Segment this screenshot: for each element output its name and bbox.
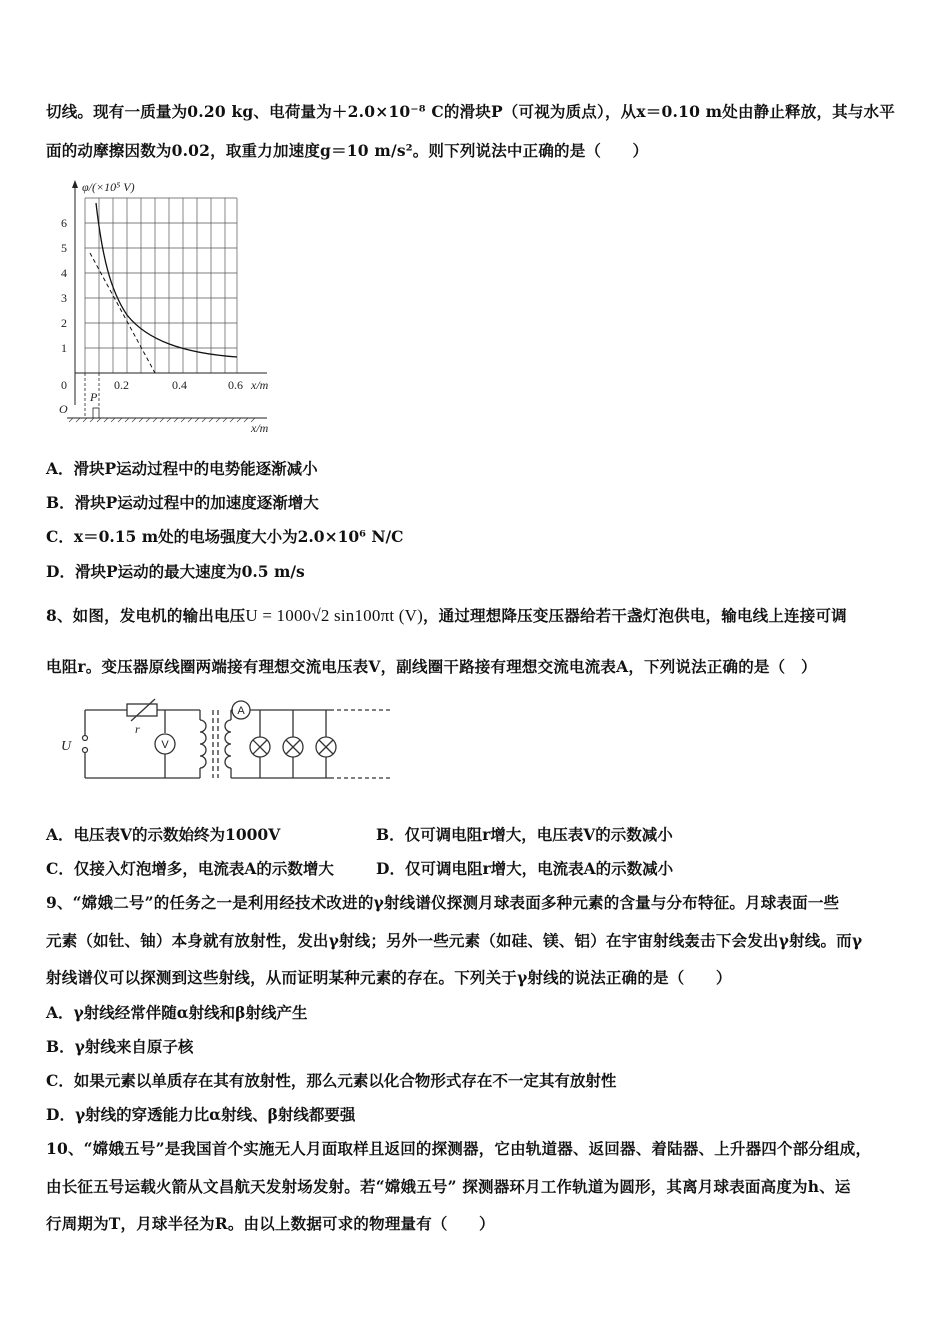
q9-line1: 9、“嫦娥二号”的任务之一是利用经技术改进的γ射线谱仪探测月球表面多种元素的含量与分布特征。月球表面一些	[46, 893, 840, 912]
x-tick-0.2: 0.2	[114, 378, 129, 392]
potential-curve	[96, 203, 237, 357]
q9-option-a: A．γ射线经常伴随α射线和β射线产生	[46, 1003, 308, 1022]
source-label: U	[61, 739, 72, 754]
q10-line2: 由长征五号运载火箭从文昌航天发射场发射。若“嫦娥五号” 探测器环月工作轨道为圆形，其离月球表面高度为h、运	[46, 1177, 851, 1196]
q10-line1: 10、“嫦娥五号”是我国首个实施无人月面取样且返回的探测器，它由轨道器、返回器、着陆器、上升器四个部分组成，	[46, 1139, 872, 1158]
origin-zero: 0	[61, 378, 67, 392]
q7-option-c: C．x＝0.15 m处的电场强度大小为2.0×10⁶ N/C	[46, 527, 404, 546]
y-tick-6: 6	[61, 216, 67, 230]
q8-stem-line1	[46, 604, 847, 626]
q8-voltage-formula: U = 1000√2 sin100πt (V)	[245, 606, 423, 625]
q7-option-a: A．滑块P运动过程中的电势能逐渐减小	[46, 459, 318, 478]
q8-stem-line2: 电阻r。变压器原线圈两端接有理想交流电压表V，副线圈干路接有理想交流电流表A，下列说法正确的是（ ）	[46, 657, 817, 676]
source-terminal-bottom	[83, 748, 88, 753]
y-tick-2: 2	[61, 316, 67, 330]
q9-option-b: B．γ射线来自原子核	[46, 1037, 194, 1056]
y-tick-4: 4	[61, 266, 67, 280]
x-tick-0.6: 0.6	[228, 378, 243, 392]
ammeter-label: A	[237, 705, 245, 717]
q8-option-c: C．仅接入灯泡增多，电流表A的示数增大	[46, 859, 334, 878]
y-tick-5: 5	[61, 241, 67, 255]
ground-hatch	[69, 418, 255, 422]
slider-block	[93, 408, 99, 418]
q8-stem-before: 8、如图，发电机的输出电压	[46, 606, 246, 625]
x-axis-label: x/m	[251, 378, 269, 392]
origin-o-label: O	[59, 402, 68, 416]
q9-option-d: D．γ射线的穿透能力比α射线、β射线都要强	[46, 1105, 356, 1124]
q9-line3: 射线谱仪可以探测到这些射线，从而证明某种元素的存在。下列关于γ射线的说法正确的是（ ）	[46, 968, 732, 987]
x-axis-label-bottom: x/m	[251, 421, 269, 435]
tangent-line	[90, 253, 155, 373]
potential-graph	[52, 175, 292, 440]
q10-line3: 行周期为T，月球半径为R。由以上数据可求的物理量有（ ）	[46, 1214, 495, 1233]
q8-option-d: D．仅可调电阻r增大，电流表A的示数减小	[376, 859, 674, 878]
y-axis-arrow	[72, 180, 78, 188]
transformer-circuit	[55, 695, 395, 795]
q7-option-d: D．滑块P运动的最大速度为0.5 m/s	[46, 562, 305, 581]
q7-option-b: B．滑块P运动过程中的加速度逐渐增大	[46, 493, 319, 512]
x-tick-0.4: 0.4	[172, 378, 187, 392]
y-tick-1: 1	[61, 341, 67, 355]
y-axis-label: φ/(×10⁵ V)	[82, 180, 135, 194]
q8-option-b: B．仅可调电阻r增大，电压表V的示数减小	[376, 825, 673, 844]
source-terminal-top	[83, 736, 88, 741]
q9-option-c: C．如果元素以单质存在其有放射性，那么元素以化合物形式存在不一定其有放射性	[46, 1071, 617, 1090]
voltmeter-label: V	[161, 739, 169, 751]
resistor-label: r	[135, 722, 140, 736]
y-tick-3: 3	[61, 291, 67, 305]
q7-intro-line2: 面的动摩擦因数为0.02，取重力加速度g＝10 m/s²。则下列说法中正确的是（ ）	[46, 141, 649, 160]
q8-option-a: A．电压表V的示数始终为1000V	[46, 825, 281, 844]
q7-intro-line1: 切线。现有一质量为0.20 kg、电荷量为＋2.0×10⁻⁸ C的滑块P（可视为质点），从x＝0.10 m处由静止释放，其与水平	[46, 102, 895, 121]
variable-resistor	[127, 704, 157, 716]
q8-stem-after: ，通过理想降压变压器给若干盏灯泡供电，输电线上连接可调	[422, 606, 847, 625]
point-p-label: P	[90, 390, 98, 404]
q9-line2: 元素（如钍、铀）本身就有放射性，发出γ射线；另外一些元素（如硅、镁、铝）在宇宙射线轰击下会发出γ射线。而γ	[46, 931, 863, 950]
